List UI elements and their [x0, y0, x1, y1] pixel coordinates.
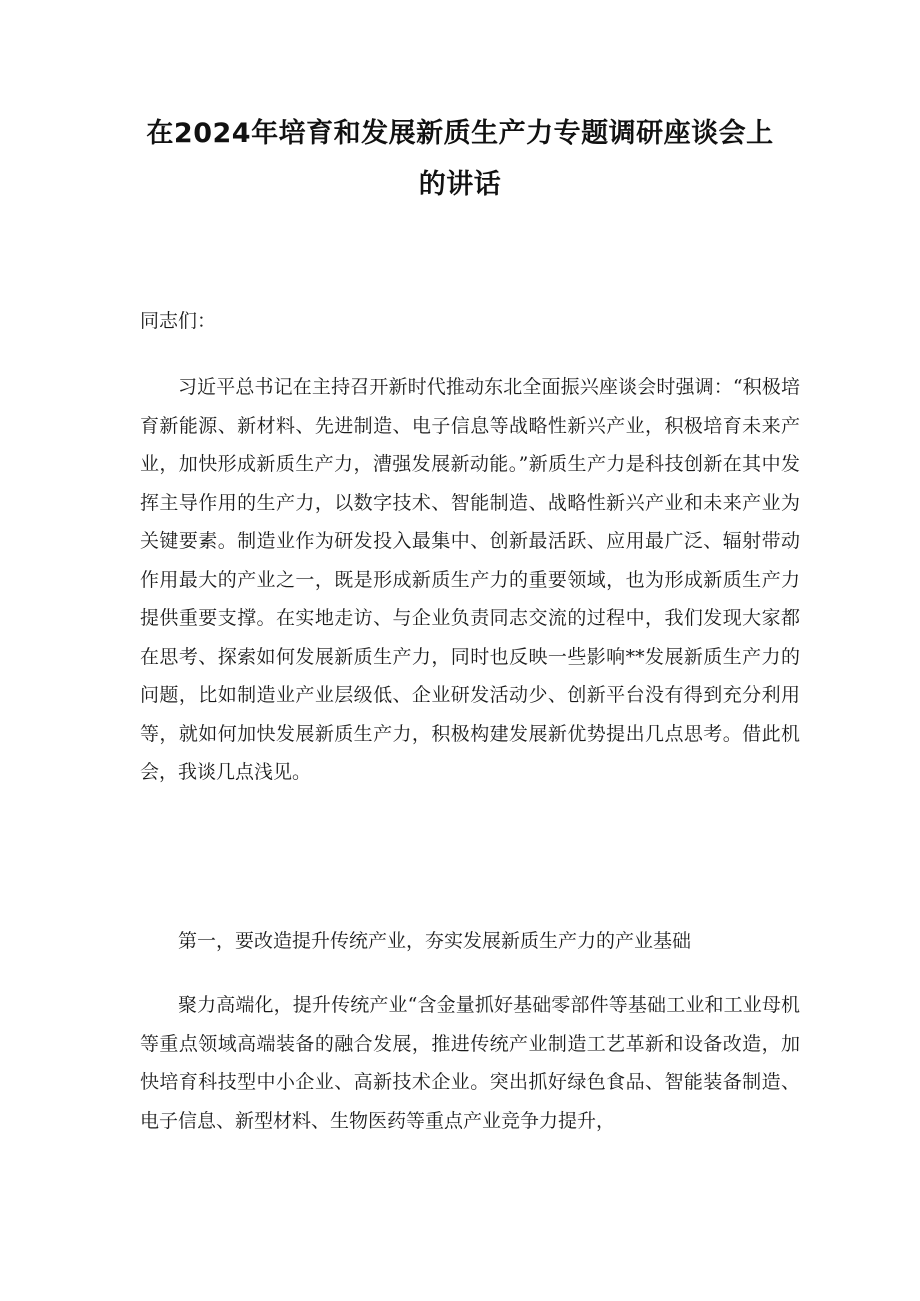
paragraph-2: 聚力高端化，提升传统产业“含金量抓好基础零部件等基础工业和工业母机等重点领域高端装备的融合发展，推进传统产业制造工艺革新和设备改造，加快培育科技型中小企业、高新技术企业。突出抓好绿色食品、智能装备制造、电子信息、新型材料、生物医药等重点产业竞争力提升，	[140, 994, 800, 1132]
document-title	[120, 108, 800, 210]
paragraph-1: 习近平总书记在主持召开新时代推动东北全面振兴座谈会时强调：“积极培育新能源、新材料、先进制造、电子信息等战略性新兴产业，积极培育未来产业，加快形成新质生产力，漕强发展新动能。”新质生产力是科技创新在其中发挥主导作用的生产力，以数字技术、智能制造、战略性新兴产业和未来产业为关键要素。制造业作为研发投入最集中、创新最活跃、应用最广泛、辐射带动作用最大的产业之一，既是形成新质生产力的重要领域，也为形成新质生产力提供重要支撑。在实地走访、与企业负责同志交流的过程中，我们发现大家都在思考、探索如何发展新质生产力，同时也反映一些影响**发展新质生产力的问题，比如制造业产业层级低、企业研发活动少、创新平台没有得到充分利用等，就如何加快发展新质生产力，积极构建发展新优势提出几点思考。借此机会，我谈几点浅见。	[140, 376, 800, 783]
salutation: 同志们：	[140, 310, 217, 332]
document-title-line-1: 在2024年培育和发展新质生产力专题调研座谈会上	[146, 118, 774, 149]
section-heading-1: 第一，要改造提升传统产业，夯实发展新质生产力的产业基础	[178, 930, 692, 952]
document-title-line-2: 的讲话	[418, 169, 502, 200]
